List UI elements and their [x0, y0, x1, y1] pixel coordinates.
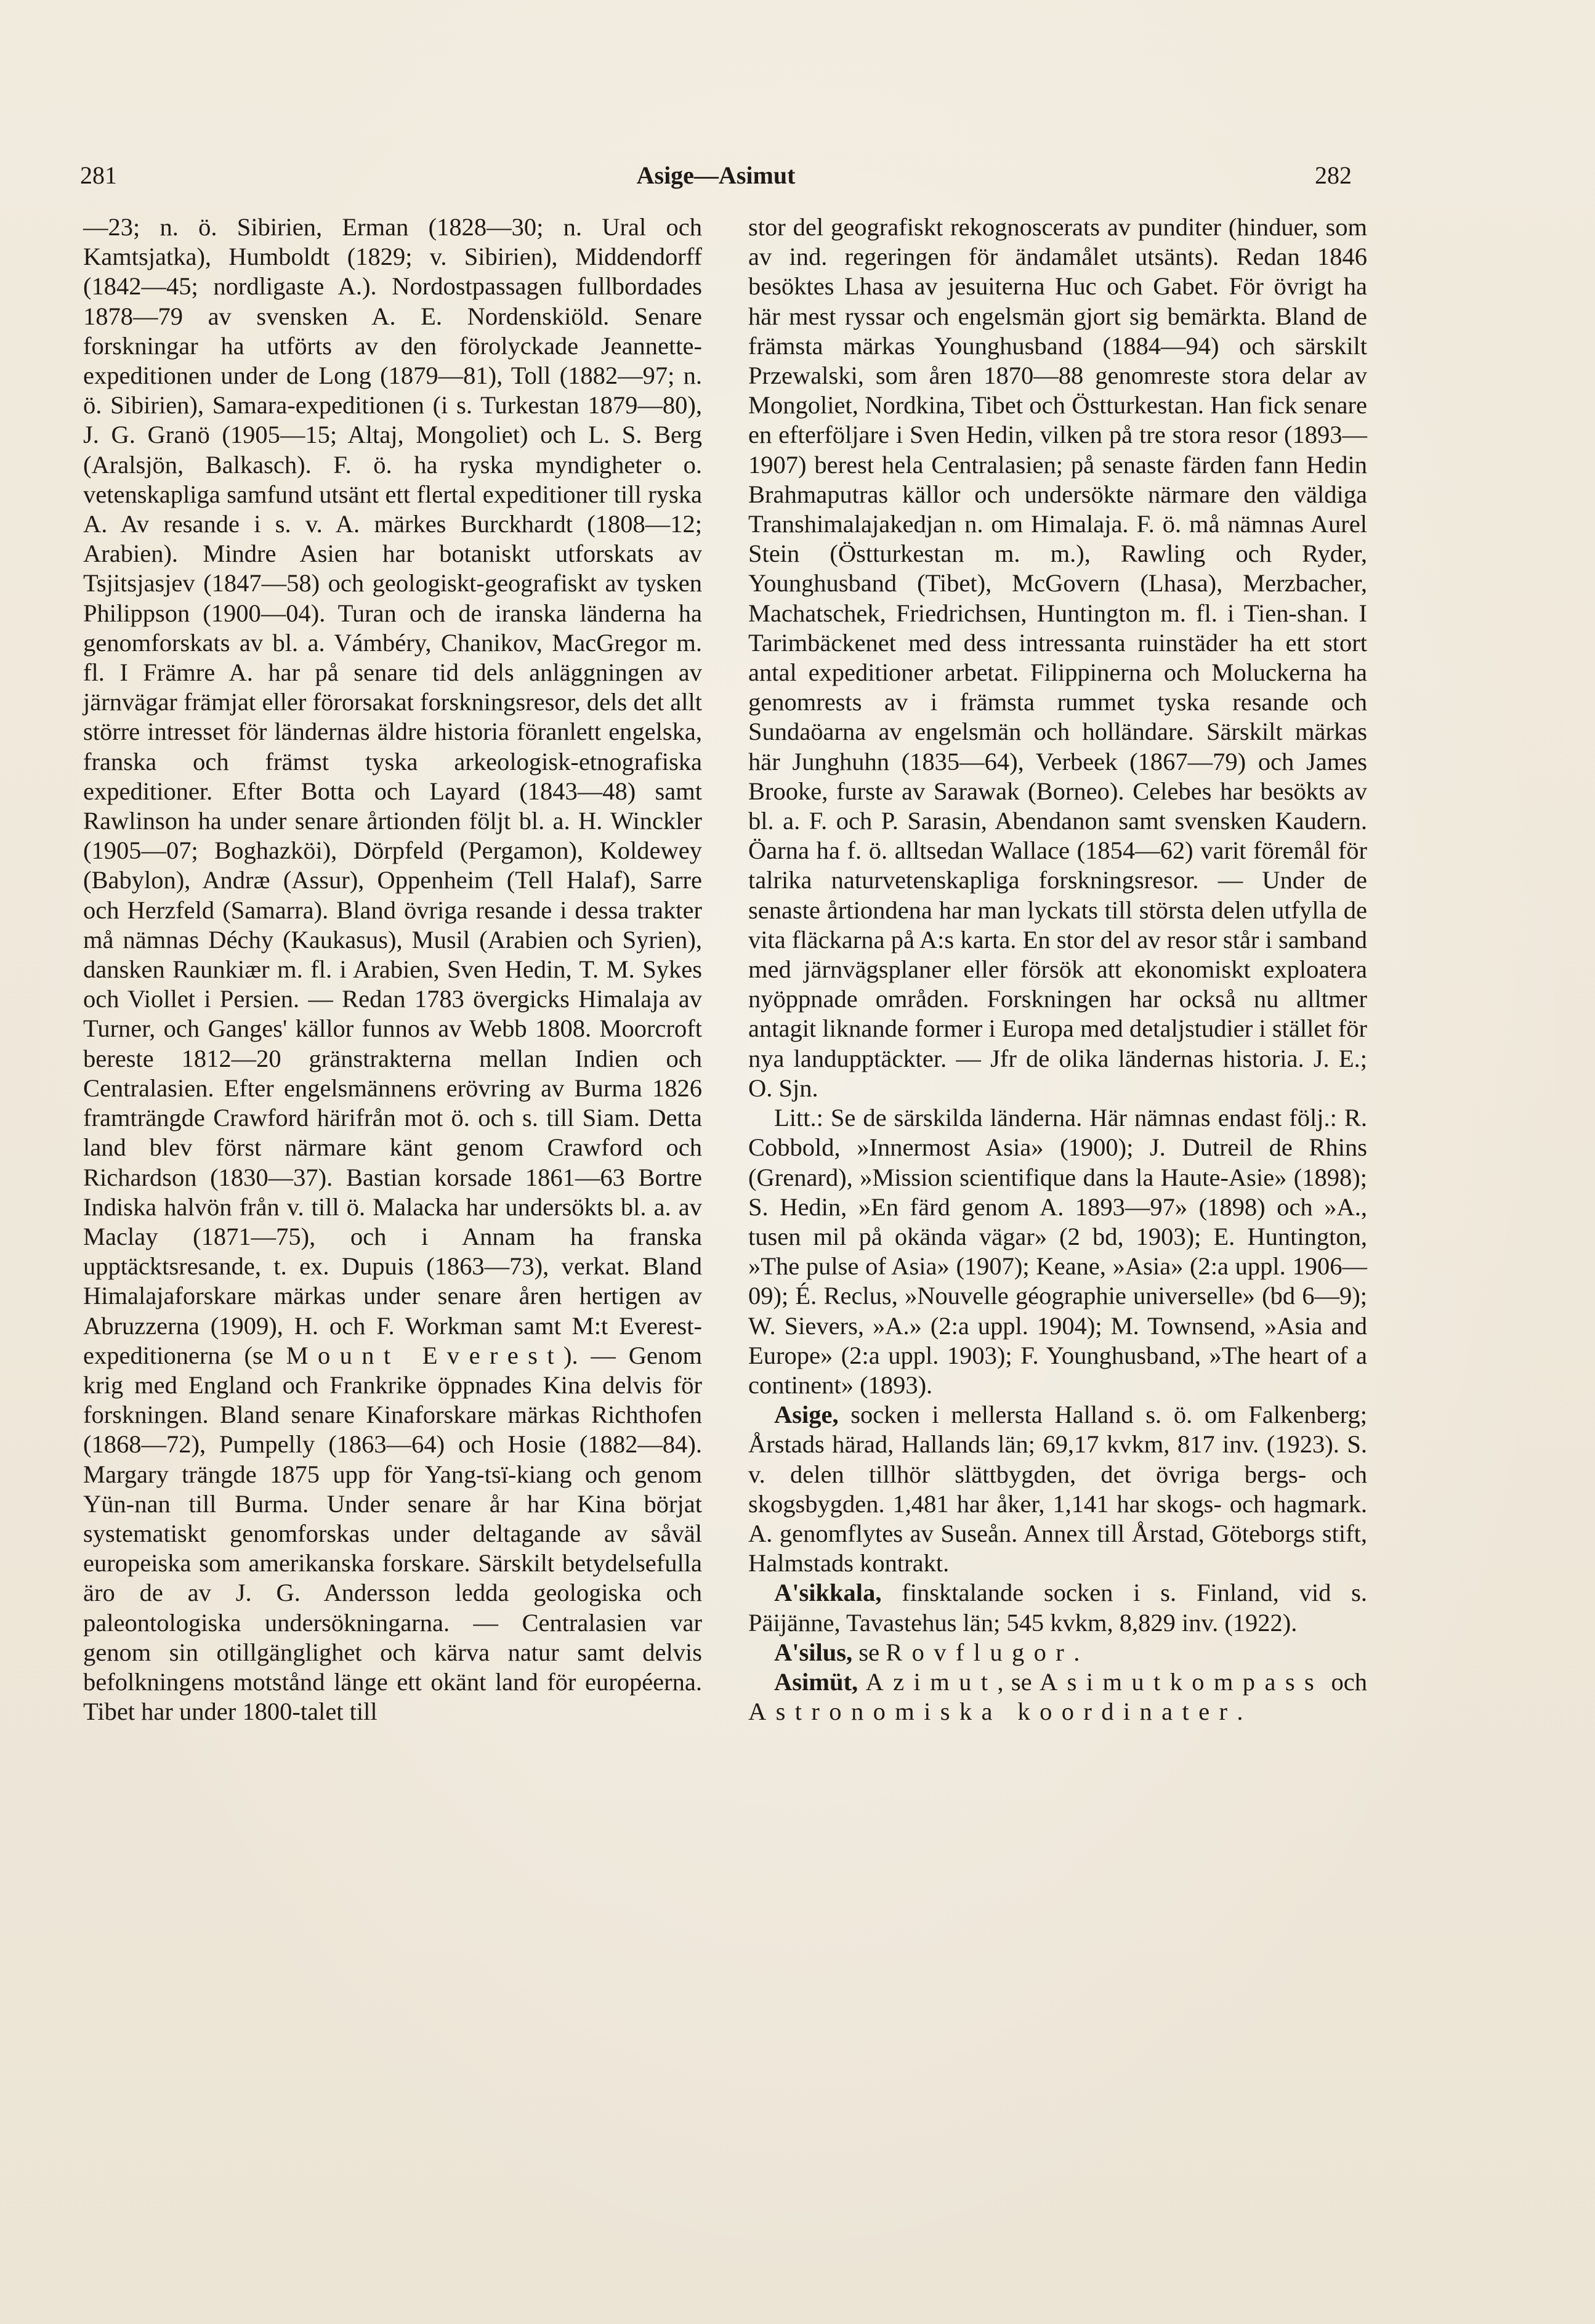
entry-body-asilus: se — [852, 1638, 886, 1666]
entry-asilus — [748, 1638, 1367, 1667]
right-column — [748, 213, 1367, 1727]
running-head: Asige—Asimut — [636, 161, 796, 189]
entry-body-asige: socken i mellersta Halland s. ö. om Falkenberg; Årstads härad, Hallands län; 69,17 kvkm, 817 inv. (1923). S. v. delen tillhör slättbygden, det övriga bergs- och skogsbygden. 1,481 har åker, 1,141 har skogs- och hagmark. A. genomflytes av Suseån. Annex till Årstad, Göteborgs stift, Halmstads kontrakt. — [748, 1401, 1367, 1577]
asia-exploration-text-tail: ). — Genom krig med England och Frankrike öppnades Kina delvis för forskningen. Bland senare Kinaforskare märkas Richthofen (1868—72), Pumpelly (1863—64) och Hosie (1882—84). Margary trängde 1875 upp för Yang-tsï-kiang och genom Yün-nan till Burma. Under senare år har Kina börjat systematiskt genomforskas under deltagande av såväl europeiska som amerikanska forskare. Särskilt betydelsefulla äro de av J. G. Andersson ledda geologiska och paleontologiska undersökningarna. — Centralasien var genom sin otillgänglighet och kärva natur samt delvis befolkningens motstånd länge ett okänt land för européerna. Tibet har under 1800-talet till — [83, 1341, 703, 1726]
entry-text-se: , se — [997, 1667, 1040, 1696]
page-number-right: 282 — [1315, 161, 1352, 189]
cross-reference-rovflugor[interactable]: Rovflugor — [886, 1638, 1074, 1666]
entry-body-asikkala: finsktalande socken i s. Finland, vid s. Päijänne, Tavastehus län; 545 kvkm, 8,829 inv. (1922). — [748, 1579, 1367, 1637]
asia-exploration-text-body: —23; n. ö. Sibirien, Erman (1828—30; n. Ural och Kamtsjatka), Humboldt (1829; v. Sibirien), Middendorff (1842—45; nordligaste A.). Nordostpassagen fullbordades 1878—79 av svensken A. E. Nordenskiöld. Senare forskningar ha utförts av den förolyckade Jeannette-expeditionen under de Long (1879—81), Toll (1882—97; n. ö. Sibirien), Samara-expeditionen (i s. Turkestan 1879—80), J. G. Granö (1905—15; Altaj, Mongoliet) och L. S. Berg (Aralsjön, Balkasch). F. ö. ha ryska myndigheter o. vetenskapliga samfund utsänt ett flertal expeditioner till ryska A. Av resande i s. v. A. märkes Burckhardt (1808—12; Arabien). Mindre Asien har botaniskt utforskats av Tsjitsjasjev (1847—58) och geologiskt-geografiskt av tysken Philippson (1900—04). Turan och de iranska länderna ha genomforskats av bl. a. Vámbéry, Chanikov, MacGregor m. fl. I Främre A. har på senare tid dels anläggningen av järnvägar främjat eller förorsakat forskningsresor, dels det allt större intresset för ländernas äldre historia föranlett engelska, franska och främst tyska arkeologisk-etnografiska expeditioner. Efter Botta och Layard (1843—48) samt Rawlinson ha under senare årtionden följt bl. a. H. Winckler (1905—07; Boghazköi), Dörpfeld (Pergamon), Koldewey (Babylon), Andræ (Assur), Oppenheim (Tell Halaf), Sarre och Herzfeld (Samarra). Bland övriga resande i dessa trakter må nämnas Déchy (Kaukasus), Musil (Arabien och Syrien), dansken Raunkiær m. fl. i Arabien, Sven Hedin, T. M. Sykes och Viollet i Persien. — Redan 1783 övergicks Himalaja av Turner, och Ganges' källor funnos av Webb 1808. Moorcroft bereste 1812—20 gränstrakterna mellan Indien och Centralasien. Efter engelsmännens erövring av Burma 1826 framträngde Crawford härifrån mot ö. och s. till Siam. Detta land blev först närmare känt genom Crawford och Richardson (1830—37). Bastian korsade 1861—63 Bortre Indiska halvön från v. till ö. Malacka har undersökts bl. a. av Maclay (1871—75), och i Annam ha franska upptäcktsresande, t. ex. Dupuis (1863—73), verkat. Bland Himalajaforskare märkas under senare åren hertigen av Abruzzerna (1909), H. och F. Workman samt M:t Everest-expeditionerna (se — [83, 213, 702, 1369]
page-header — [80, 154, 1352, 197]
cross-reference-asimutkompass[interactable]: Asimutkompass — [1040, 1667, 1324, 1696]
entry-asige — [748, 1400, 1367, 1578]
left-column — [83, 213, 702, 1727]
entry-heading-asikkala: A'sikkala, — [774, 1579, 882, 1607]
entry-heading-asilus: A'silus, — [774, 1638, 853, 1666]
entry-heading-asige: Asige, — [774, 1401, 839, 1429]
entry-text-och: och — [1323, 1667, 1367, 1696]
entry-heading-asimut: Asimüt, — [774, 1667, 858, 1696]
literature-section: Litt.: Se de särskilda länderna. Här nämnas endast följ.: R. Cobbold, »Innermost Asia» (1900); J. Dutreil de Rhins (Grenard), »Mission scientifique dans la Haute-Asie» (1898); S. Hedin, »En färd genom A. 1893—97» (1898) och »A., tusen mil på okända vägar» (2 bd, 1903); E. Huntington, »The pulse of Asia» (1907); Keane, »Asia» (2:a uppl. 1906—09); É. Reclus, »Nouvelle géographie universelle» (bd 6—9); W. Sievers, »A.» (2:a uppl. 1904); M. Townsend, »Asia and Europe» (2:a uppl. 1903); F. Younghusband, »The heart of a continent» (1893). — [748, 1104, 1367, 1399]
cross-reference-azimut[interactable]: Azimut — [865, 1667, 998, 1696]
cross-reference-astronomiska-koordinater[interactable]: Astronomiska koordinater — [748, 1698, 1237, 1726]
asia-exploration-text — [83, 213, 702, 1727]
asia-exploration-continued: stor del geografiskt rekognoscerats av punditer (hinduer, som av ind. regeringen för ändamålet utsänts). Redan 1846 besöktes Lhasa av jesuiterna Huc och Gabet. För övrigt ha här mest ryssar och engelsmän gjort sig bemärkta. Bland de främsta märkas Younghusband (1884—94) och särskilt Przewalski, som åren 1870—88 genomreste stora delar av Mongoliet, Nordkina, Tibet och Östturkestan. Han fick senare en efterföljare i Sven Hedin, vilken på tre stora resor (1893—1907) berest hela Centralasien; på senaste färden fann Hedin Brahmaputras källor och undersökte närmare den väldiga Transhimalajakedjan n. om Himalaja. F. ö. må nämnas Aurel Stein (Östturkestan m. m.), Rawling och Ryder, Younghusband (Tibet), McGovern (Lhasa), Merzbacher, Machatschek, Friedrichsen, Huntington m. fl. i Tien-shan. I Tarimbäckenet med dess intressanta ruinstäder ha ett stort antal expeditioner arbetat. Filippinerna och Moluckerna ha genomrests av i främsta rummet tyska resande och Sundaöarna av engelsmän och holländare. Särskilt märkas här Junghuhn (1835—64), Verbeek (1867—79) och James Brooke, furste av Sarawak (Borneo). Celebes har besökts av bl. a. F. och P. Sarasin, Abendanon samt svensken Kaudern. Öarna ha f. ö. alltsedan Wallace (1854—62) varit föremål för talrika naturvetenskapliga forskningsresor. — Under de senaste årtiondena har man lyckats till största delen utfylla de vita fläckarna på A:s karta. En stor del av resor står i samband med järnvägsplaner eller försök att ekonomiskt exploatera nyöppnade områden. Forskningen har också nu alltmer antagit liknande former i Europa med detaljstudier i stället för nya landupptäckter. — Jfr de olika ländernas historia. J. E.; O. Sjn. — [748, 213, 1367, 1102]
cross-reference-mount-everest[interactable]: Mount Everest — [286, 1341, 563, 1369]
entry-asimut — [748, 1667, 1367, 1727]
page-number-left: 281 — [80, 161, 117, 189]
entry-end-asilus: . — [1073, 1638, 1080, 1666]
entry-end-asimut: . — [1237, 1698, 1243, 1726]
entry-asikkala — [748, 1578, 1367, 1637]
